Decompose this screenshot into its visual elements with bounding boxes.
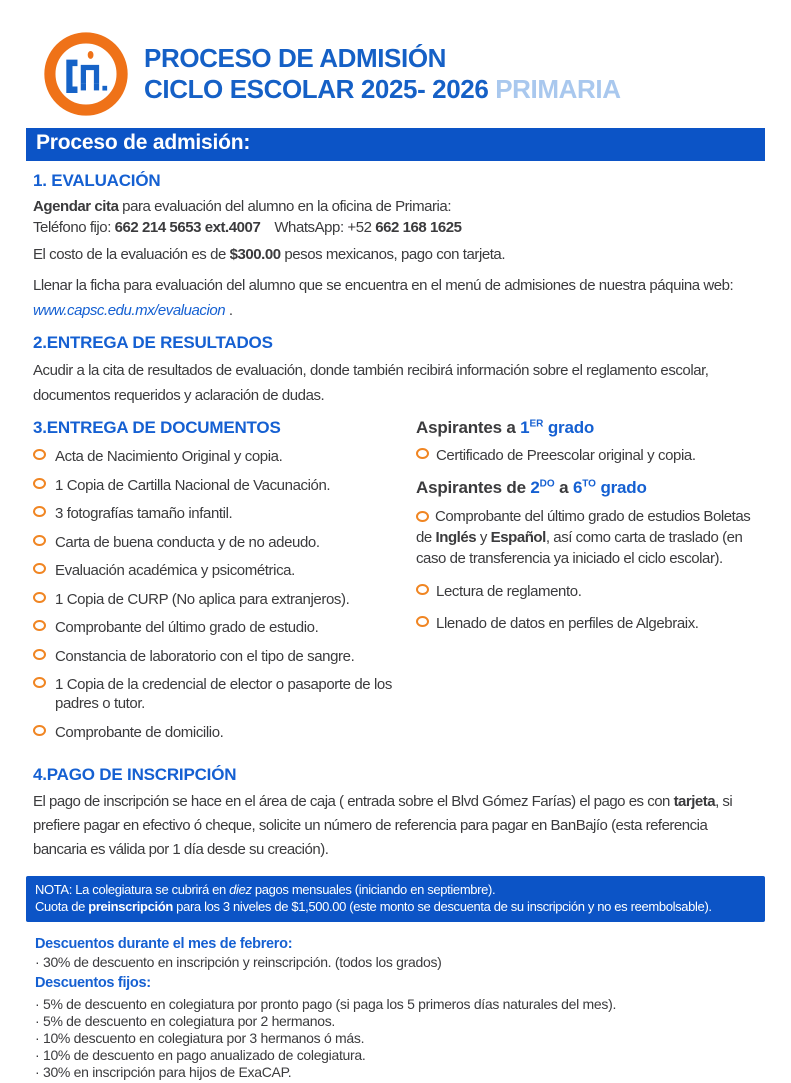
page-title (144, 43, 621, 105)
circle-bullet-icon (33, 506, 46, 517)
algebraix-item: Llenado de datos en perfiles de Algebraix. (416, 614, 758, 633)
nota-box (26, 876, 765, 922)
discounts-february-heading: Descuentos durante el mes de febrero: (35, 936, 293, 952)
discount-item: · 5% de descuento en colegiatura por pronto pago (si paga los 5 primeros días naturales del mes). (35, 996, 617, 1012)
banner-label: Proceso de admisión: (36, 131, 251, 154)
section-1-heading: 1. EVALUACIÓN (33, 171, 161, 190)
circle-bullet-icon (33, 725, 46, 736)
circle-bullet-icon (33, 677, 46, 688)
evaluation-form-line: Llenar la ficha para evaluación del alumno que se encuentra en el menú de admisiones de nuestra páquina web: www.capsc.edu.mx/evaluacion . (33, 277, 734, 319)
section-4-heading: 4.PAGO DE INSCRIPCIÓN (33, 765, 237, 784)
whatsapp-label: WhatsApp: +52 (274, 219, 376, 236)
document-item: 1 Copia de CURP (No aplica para extranjeros). (33, 590, 408, 609)
reading-item: Lectura de reglamento. (416, 582, 758, 601)
nota-line-1: NOTA: La colegiatura se cubrirá en diez pagos mensuales (iniciando en septiembre). (35, 882, 496, 897)
documents-columns (33, 418, 758, 751)
page-title-line2: CICLO ESCOLAR 2025- 2026 PRIMARIA (144, 74, 621, 104)
circle-bullet-icon (33, 649, 46, 660)
circle-bullet-icon (33, 620, 46, 631)
document-item: 3 fotografías tamaño infantil. (33, 504, 408, 523)
documents-column-right (416, 418, 758, 751)
document-item: Comprobante del último grado de estudio. (33, 618, 408, 637)
aspirantes-1er-heading: Aspirantes a 1ER grado (416, 418, 595, 437)
circle-bullet-icon (416, 616, 429, 627)
school-logo-icon (44, 32, 128, 116)
discounts-section (26, 930, 765, 1083)
discount-item: · 10% de descuento en pago anualizado de colegiatura. (35, 1047, 366, 1063)
evaluation-cost-line: El costo de la evaluación es de $300.00 pesos mexicanos, pago con tarjeta. (33, 246, 506, 263)
payment-body: El pago de inscripción se hace en el área de caja ( entrada sobre el Blvd Gómez Farías) el pago es con tarjeta, si prefiere pagar en efectivo ó cheque, solicite un número de referencia para pagar en BanBajío (esta referencia bancaria es válida por 1 día desde su creación). (33, 793, 733, 858)
circle-bullet-icon (416, 511, 429, 522)
evaluation-price: $300.00 (229, 246, 281, 263)
document-item: Constancia de laboratorio con el tipo de sangre. (33, 647, 408, 666)
school-logo (44, 32, 128, 116)
document-item: Evaluación académica y psicométrica. (33, 561, 408, 580)
circle-bullet-icon (33, 563, 46, 574)
circle-bullet-icon (33, 478, 46, 489)
primaria-highlight: PRIMARIA (495, 74, 621, 104)
content (26, 171, 765, 862)
discount-item: · 30% en inscripción para hijos de ExaCAP. (35, 1064, 292, 1080)
section-3-heading: 3.ENTREGA DE DOCUMENTOS (33, 418, 281, 437)
document-item: 1 Copia de la credencial de elector o pasaporte de los padres o tutor. (33, 675, 408, 713)
documents-list (33, 447, 408, 742)
masthead (26, 0, 765, 116)
whatsapp-number: 662 168 1625 (375, 219, 462, 236)
phone-number: 662 214 5653 ext.4007 (114, 219, 261, 236)
discount-item: · 10% descuento en colegiatura por 3 hermanos ó más. (35, 1030, 365, 1046)
discount-item: · 5% de descuento en colegiatura por 2 hermanos. (35, 1013, 336, 1029)
results-body: Acudir a la cita de resultados de evaluación, donde también recibirá información sobre el reglamento escolar, documentos requeridos y aclaración de dudas. (33, 362, 709, 404)
first-grade-item: Certificado de Preescolar original y copia. (416, 446, 758, 465)
circle-bullet-icon (33, 592, 46, 603)
section-banner (26, 128, 765, 161)
document-item: 1 Copia de Cartilla Nacional de Vacunación. (33, 476, 408, 495)
discount-item: · 30% de descuento en inscripción y reinscripción. (todos los grados) (35, 954, 442, 970)
documents-column-left (33, 418, 408, 751)
document-item: Comprobante de domicilio. (33, 723, 408, 742)
circle-bullet-icon (33, 449, 46, 460)
page-title-line1: PROCESO DE ADMISIÓN (144, 43, 447, 73)
circle-bullet-icon (416, 448, 429, 459)
phone-label: Teléfono fijo: (33, 219, 115, 236)
document-item: Acta de Nacimiento Original y copia. (33, 447, 408, 466)
website-link[interactable]: www.capsc.edu.mx/evaluacion (33, 302, 226, 319)
appointment-phone-lines: Agendar cita para evaluación del alumno en la oficina de Primaria: Teléfono fijo: 662 214 5653 ext.4007 WhatsApp: +52 662 168 1625 (33, 198, 462, 236)
transfer-documents-item: Comprobante del último grado de estudios Boletas de Inglés y Español, así como carta de traslado (en caso de transferencia ya iniciado el ciclo escolar). (416, 508, 751, 567)
section-2-heading: 2.ENTREGA DE RESULTADOS (33, 333, 273, 352)
nota-line-2: Cuota de preinscripción para los 3 niveles de $1,500.00 (este monto se descuenta de su inscripción y no es reembolsable). (35, 899, 712, 914)
circle-bullet-icon (416, 584, 429, 595)
discounts-fixed-heading: Descuentos fijos: (35, 975, 151, 991)
circle-bullet-icon (33, 535, 46, 546)
aspirantes-2do-6to-heading: Aspirantes de $2^{DO}$ a $6^{TO}$ grado (416, 478, 647, 497)
agendar-cita-label: Agendar cita (33, 198, 119, 215)
document-item: Carta de buena conducta y de no adeudo. (33, 533, 408, 552)
